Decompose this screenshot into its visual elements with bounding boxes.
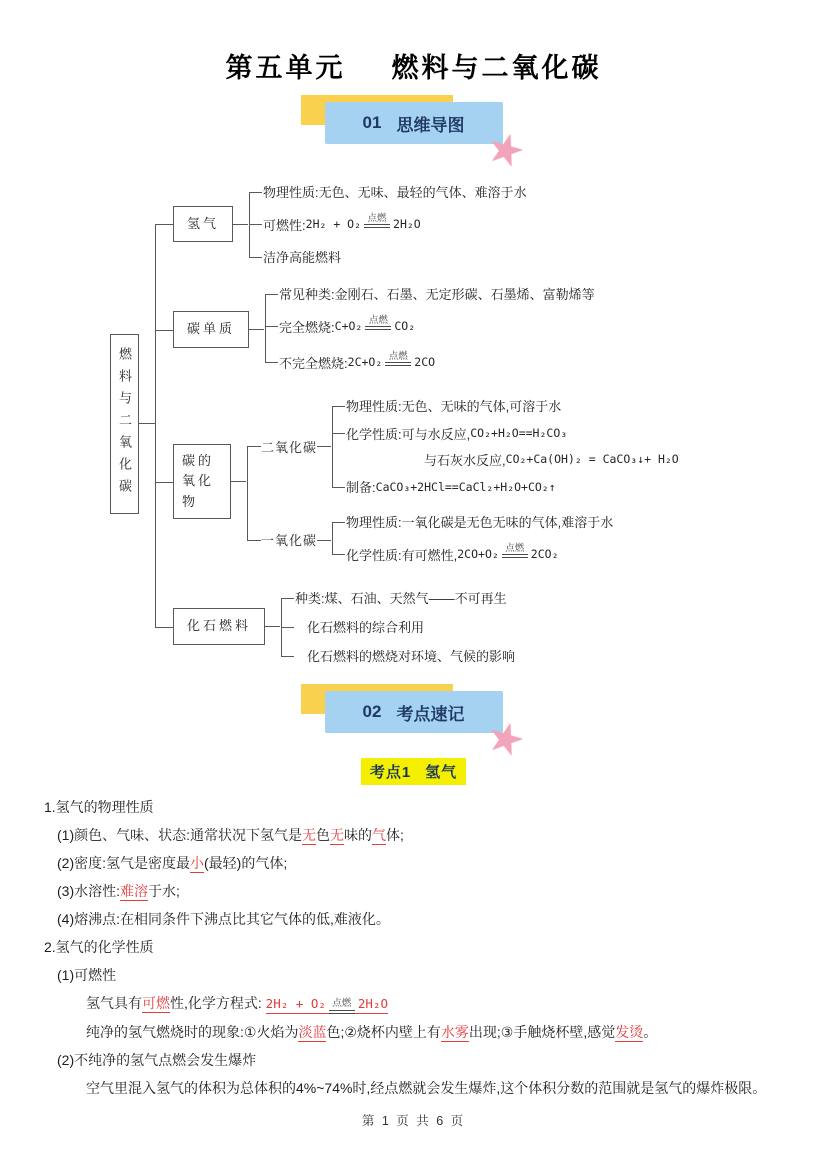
double-bond-line <box>329 1010 355 1014</box>
mindmap-item <box>249 242 527 271</box>
double-bond-line <box>385 362 411 366</box>
ignition-condition <box>364 214 390 229</box>
note-text: (3)水溶性: <box>57 883 120 899</box>
ignition-condition <box>502 544 528 559</box>
subbranch-co-items <box>332 507 613 572</box>
item-text: 洁净高能燃料 <box>263 250 342 265</box>
red-emphasis: 淡蓝 <box>298 1024 327 1040</box>
item-text: 常见种类:金刚石、石墨、无定形碳、石墨烯、富勒烯等 <box>279 287 595 302</box>
section-label: 考点速记 <box>396 704 465 724</box>
note-text: (1)颜色、气味、状态:通常状况下氢气是 <box>57 827 302 843</box>
note-text: 出现;③手触烧杯壁,感觉 <box>468 1024 616 1040</box>
mindmap-item <box>265 344 595 380</box>
section-header-mindmap <box>325 95 531 178</box>
note-text: 于水; <box>148 883 180 899</box>
equation-left: 2H₂ + O₂ <box>305 217 362 231</box>
subheading-flammability: (1)可燃性 <box>57 967 117 983</box>
keypoint-badge <box>361 758 466 785</box>
branch-box-carbon: 碳单质 <box>173 311 249 347</box>
red-emphasis: 无 <box>302 827 316 843</box>
equation-right: CO₂ <box>394 319 416 333</box>
subbranch-co2-items <box>332 391 679 501</box>
red-emphasis: 难溶 <box>120 883 148 899</box>
mindmap-item <box>281 583 515 612</box>
item-text: 物理性质:无色、无味、最轻的气体、难溶于水 <box>263 185 527 200</box>
page-title-subject: 燃料与二氧化碳 <box>391 53 602 83</box>
equation-left: C+O₂ <box>334 319 363 333</box>
note-text: 纯净的氢气燃烧时的现象:①火焰为 <box>86 1024 299 1040</box>
mindmap-item <box>249 206 527 242</box>
note-text: (2)密度:氢气是密度最 <box>57 855 190 871</box>
item-text: 化石燃料的综合利用 <box>307 620 425 635</box>
star-icon: ★ <box>481 710 531 767</box>
ignition-label: 点燃 <box>505 542 525 554</box>
double-bond-line <box>365 326 391 330</box>
keypoint-number: 考点1 <box>369 764 412 781</box>
page-title <box>0 0 827 85</box>
study-notes <box>44 793 783 1102</box>
item-text: 完全燃烧: <box>279 319 335 335</box>
red-emphasis: 水雾 <box>440 1024 469 1040</box>
subheading-explosion: (2)不纯净的氢气点燃会发生爆炸 <box>57 1052 257 1068</box>
branch-fossil-fuels-items <box>281 583 515 670</box>
ignition-label: 点燃 <box>388 350 408 362</box>
equation-right: 2H₂O <box>357 996 388 1011</box>
ignition-label: 点燃 <box>368 314 388 326</box>
branch-carbon-oxides <box>155 384 679 579</box>
ignition-condition <box>365 316 391 331</box>
branch-box-fossil-fuels: 化石燃料 <box>173 608 265 644</box>
note-text: 体; <box>386 827 404 843</box>
note-line-density <box>44 849 783 877</box>
double-bond-line <box>502 554 528 558</box>
equation-left: 2C+O₂ <box>347 355 383 369</box>
section-label: 思维导图 <box>396 115 465 135</box>
item-text: 物理性质:一氧化碳是无色无味的气体,难溶于水 <box>346 515 614 530</box>
note-line-color-odor-state <box>44 821 783 849</box>
double-bond-line <box>364 224 390 228</box>
item-text: 制备: <box>346 480 376 495</box>
branch-fossil-fuels <box>155 579 679 674</box>
item-text: 可燃性: <box>263 217 306 233</box>
equation: CO₂+Ca(OH)₂ = CaCO₃↓+ H₂O <box>505 452 679 466</box>
equation-right: 2H₂O <box>393 217 421 231</box>
ignition-label: 点燃 <box>332 998 352 1009</box>
branch-carbon-items <box>265 279 595 380</box>
item-text: 化学性质:有可燃性, <box>346 547 458 563</box>
red-emphasis: 可燃 <box>142 995 170 1011</box>
mindmap-item <box>332 420 679 446</box>
mindmap-item <box>281 641 515 670</box>
mindmap-item <box>265 279 595 308</box>
branch-hydrogen <box>155 173 679 275</box>
equation-right: 2CO <box>414 355 436 369</box>
mindmap-branches <box>155 173 679 674</box>
note-line-solubility <box>44 877 783 905</box>
page-title-unit: 第五单元 <box>225 53 346 83</box>
red-emphasis: 小 <box>190 855 204 871</box>
heading-physical-properties: 1.氢气的物理性质 <box>44 799 154 815</box>
section-number: 01 <box>362 113 382 132</box>
branch-carbon <box>155 275 679 384</box>
section-number: 02 <box>362 702 382 721</box>
mindmap-item <box>265 308 595 344</box>
note-text: 性,化学方程式: <box>170 995 262 1011</box>
note-text: 色;②烧杯内壁上有 <box>326 1024 441 1040</box>
note-line-phenomena <box>44 1018 783 1046</box>
note-line-explosion-limit: 空气里混入氢气的体积为总体积的4%~74%时,经点燃就会发生爆炸,这个体积分数的范围就是氢气的爆炸极限。 <box>86 1080 767 1096</box>
mindmap-item <box>332 472 679 501</box>
mindmap <box>110 173 827 674</box>
item-text: 种类:煤、石油、天然气——不可再生 <box>295 591 507 606</box>
item-text: 化石燃料的燃烧对环境、气候的影响 <box>307 649 516 664</box>
page-number: 第 1 页 共 6 页 <box>361 1114 466 1128</box>
equation-right: 2CO₂ <box>530 547 559 561</box>
keypoint-topic: 氢气 <box>425 764 458 781</box>
section-02-banner <box>325 691 503 733</box>
mindmap-item-continuation <box>332 446 679 472</box>
branch-box-hydrogen: 氢气 <box>173 206 233 242</box>
keypoint-heading <box>0 758 827 785</box>
note-text: 氢气具有 <box>86 995 142 1011</box>
star-icon: ★ <box>481 121 531 178</box>
item-text: 与石灰水反应, <box>424 452 506 468</box>
section-01-banner <box>325 102 503 144</box>
mindmap-item <box>332 507 613 536</box>
equation-left: 2H₂ + O₂ <box>265 996 326 1011</box>
combustion-equation <box>266 996 388 1014</box>
item-text: 不完全燃烧: <box>279 355 348 371</box>
equation: CaCO₃+2HCl==CaCl₂+H₂O+CO₂↑ <box>375 479 556 494</box>
item-text: 化学性质:可与水反应, <box>346 426 471 442</box>
note-text: 色 <box>316 827 330 843</box>
section-header-keypoints <box>325 684 531 767</box>
mindmap-item <box>281 612 515 641</box>
red-emphasis: 无 <box>330 827 344 843</box>
branch-carbon-oxides-children <box>247 388 679 575</box>
mindmap-root-node: 燃料与二氧化碳 <box>110 334 139 514</box>
equation: CO₂+H₂O==H₂CO₃ <box>470 426 568 440</box>
item-text: 物理性质:无色、无味的气体,可溶于水 <box>346 399 562 414</box>
red-emphasis: 气 <box>372 827 386 843</box>
note-text: 味的 <box>344 827 372 843</box>
subbranch-co <box>247 504 679 575</box>
branch-hydrogen-items <box>249 177 527 271</box>
note-line-equation <box>44 989 783 1018</box>
red-emphasis: 发烫 <box>615 1024 644 1040</box>
ignition-condition <box>329 999 355 1014</box>
root-connector-line <box>139 423 155 424</box>
ignition-label: 点燃 <box>367 212 387 224</box>
heading-chemical-properties: 2.氢气的化学性质 <box>44 939 154 955</box>
note-text: (最轻)的气体; <box>204 855 288 871</box>
subbranch-label-co: 一氧化碳 <box>261 530 317 549</box>
mindmap-item <box>332 391 679 420</box>
note-line-melting-boiling: (4)熔沸点:在相同条件下沸点比其它气体的低,难液化。 <box>57 911 390 927</box>
ignition-condition <box>385 352 411 367</box>
equation-left: 2CO+O₂ <box>457 547 499 561</box>
mindmap-item <box>249 177 527 206</box>
branch-box-carbon-oxides: 碳的氧化物 <box>173 444 231 518</box>
subbranch-co2 <box>247 388 679 504</box>
subbranch-label-co2: 二氧化碳 <box>261 437 317 456</box>
note-text: 。 <box>643 1024 658 1040</box>
mindmap-item <box>332 536 613 572</box>
